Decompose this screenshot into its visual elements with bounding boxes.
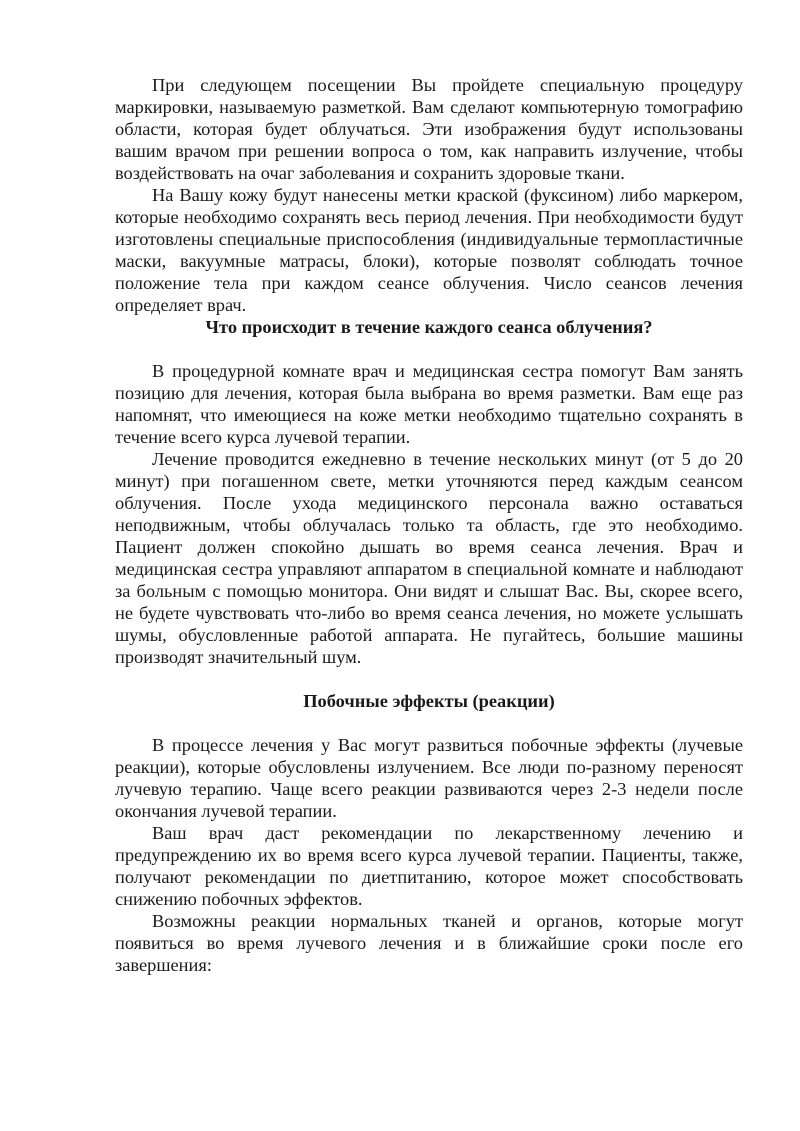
paragraph: В процедурной комнате врач и медицинская сестра помогут Вам занять позицию для лечения, которая была выбрана во время разметки. Вам еще раз напомнят, что имеющиеся на коже метки необходимо тщательно сохранять в течение всего курса лучевой терапии. bbox=[115, 361, 743, 447]
spacer bbox=[115, 668, 743, 690]
section-heading: Что происходит в течение каждого сеанса облучения? bbox=[205, 317, 653, 337]
paragraph: Ваш врач даст рекомендации по лекарственному лечению и предупреждению их во время всего курса лучевой терапии. Пациенты, также, получают рекомендации по диетпитанию, которое может способствовать снижению побочных эффектов. bbox=[115, 823, 743, 909]
spacer bbox=[115, 338, 743, 360]
paragraph: В процессе лечения у Вас могут развиться побочные эффекты (лучевые реакции), которые обусловлены излучением. Все люди по-разному переносят лучевую терапию. Чаще всего реакции развиваются через 2-3 недели после окончания лучевой терапии. bbox=[115, 735, 743, 821]
section-heading: Побочные эффекты (реакции) bbox=[303, 691, 555, 711]
paragraph: Возможны реакции нормальных тканей и органов, которые могут появиться во время лучевого лечения и в ближайшие сроки после его завершения: bbox=[115, 911, 743, 975]
document-page bbox=[115, 74, 743, 976]
paragraph: На Вашу кожу будут нанесены метки краской (фуксином) либо маркером, которые необходимо сохранять весь период лечения. При необходимости будут изготовлены специальные приспособления (индивидуальные термопластичные маски, вакуумные матрасы, блоки), которые позволят соблюдать точное положение тела при каждом сеансе облучения. Число сеансов лечения определяет врач. bbox=[115, 185, 743, 315]
paragraph: Лечение проводится ежедневно в течение нескольких минут (от 5 до 20 минут) при погашенном свете, метки уточняются перед каждым сеансом облучения. После ухода медицинского персонала важно оставаться неподвижным, чтобы облучалась только та область, где это необходимо. Пациент должен спокойно дышать во время сеанса лечения. Врач и медицинская сестра управляют аппаратом в специальной комнате и наблюдают за больным с помощью монитора. Они видят и слышат Вас. Вы, скорее всего, не будете чувствовать что-либо во время сеанса лечения, но можете услышать шумы, обусловленные работой аппарата. Не пугайтесь, большие машины производят значительный шум. bbox=[115, 449, 743, 667]
spacer bbox=[115, 712, 743, 734]
paragraph: При следующем посещении Вы пройдете специальную процедуру маркировки, называемую разметкой. Вам сделают компьютерную томографию области, которая будет облучаться. Эти изображения будут использованы вашим врачом при решении вопроса о том, как направить излучение, чтобы воздействовать на очаг заболевания и сохранить здоровые ткани. bbox=[115, 75, 743, 183]
